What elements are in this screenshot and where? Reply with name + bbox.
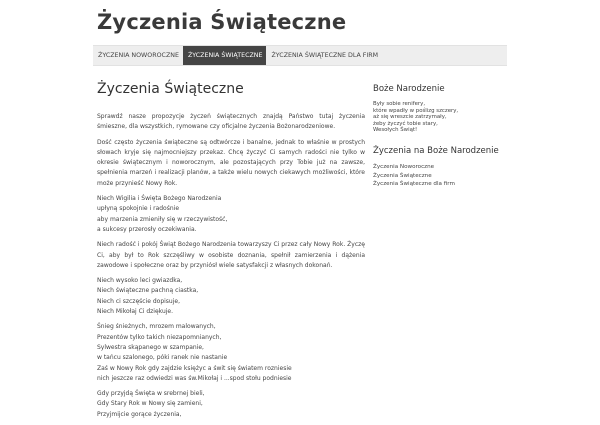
verse-line: a sukcesy przerosły oczekiwania. [97, 225, 197, 233]
verse-line: Niech ci szczęście dopisuje, [97, 297, 180, 305]
verse-line: Gdy Stary Rok w Nowy się zamieni, [97, 400, 203, 408]
page-title: Życzenia Świąteczne [97, 81, 244, 97]
widget-text-line: Były sobie renifery, [373, 101, 426, 107]
list-item [373, 172, 507, 181]
verse-line: Niech wysoko leci gwiazdka, [97, 277, 183, 285]
verse-line: Gdy przyjdą Święta w srebrnej bieli, [97, 390, 205, 398]
main-content [97, 80, 365, 425]
verse-line: Niech Mikołaj Ci dziękuje. [97, 308, 174, 316]
list-item [373, 180, 507, 189]
verse-line: Sylwestra skąpanego w szampanie, [97, 343, 204, 351]
verse-line: upłyną spokojnie i radośnie [97, 205, 180, 213]
widget-title: Boże Narodzenie [373, 84, 445, 94]
nav-item-swiateczne-dla-firm[interactable]: ŻYCZENIA ŚWIĄTECZNE DLA FIRM [271, 52, 379, 59]
verse [97, 276, 365, 317]
sidebar-link-noworoczne[interactable]: Życzenia Noworoczne [373, 163, 435, 170]
widget-text [373, 101, 507, 134]
verse-line: Śnieg śnieżnych, mrozem malowanych, [97, 323, 216, 331]
verse-line: nich jeszcze raz odwiedzi was św.Mikołaj i ...spod stołu podniesie [97, 374, 292, 382]
verse [97, 322, 365, 384]
site-title[interactable]: Życzenia Świąteczne [97, 10, 347, 34]
verse [97, 194, 365, 235]
verse-line: Przyjmijcie gorące życzenia, [97, 410, 182, 418]
widget-text-line: aż się wreszcie zatrzymały, [373, 114, 447, 121]
widget-text-line: Wesołych Świąt! [373, 127, 418, 134]
verse-line: aby marzenia zmieniły się w rzeczywistość, [97, 215, 228, 223]
list-item [373, 163, 507, 172]
content-paragraph: Dość często życzenia świąteczne są odtwórcze i banalne, jednak to właśnie w prostych słowach kryje się najmocniejszy przekaz. Chcę życzyć Ci samych radości nie tylko w okresie świątecznym i noworocznym, ale pozostających przy Tobie już na zawsze, spełnienia marzeń i realizacji planów, a także wielu nowych ciekawych możliwości, które może przynieść Nowy Rok. [97, 138, 365, 187]
verse-line: Zaś w Nowy Rok gdy zajdzie księżyc a świt się światem rozniesie [97, 364, 292, 372]
verse-line: Niech Wigilia i Święta Bożego Narodzenia [97, 195, 222, 203]
verse-line: Niech świąteczne pachną ciastka, [97, 287, 199, 295]
main-nav [93, 45, 507, 66]
intro-paragraph: Sprawdź nasze propozycje życzeń świątecznych znajdą Państwo tutaj życzenia śmieszne, dla wszystkich, rymowane czy oficjalne życzenia Bożonarodzeniowe. [97, 113, 365, 131]
sidebar-link-swiateczne-dla-firm[interactable]: Życzenia Świąteczne dla firm [373, 181, 455, 188]
widget-title: Życzenia na Boże Narodzenie [373, 145, 499, 156]
nav-item-noworoczne[interactable]: ŻYCZENIA NOWOROCZNE [98, 52, 179, 59]
sidebar-link-swiateczne[interactable]: Życzenia Świąteczne [373, 172, 432, 179]
widget-text-line: żeby życzyć tobie stary, [373, 120, 438, 127]
verse-line: w tańcu szalonego, póki ranek nie nastanie [97, 354, 228, 362]
verse-line: Prezentów tylko takich niezapomnianych, [97, 333, 222, 341]
content-paragraph: Niech radość i pokój Świąt Bożego Narodzenia towarzyszy Ci przez cały Nowy Rok. Życzę Ci, aby był to Rok szczęśliwy w osobiste doznania, spełnił zamierzenia i dążenia zawodowe i społeczne oraz by przyniósł wiele satysfakcji z własnych dokonań. [97, 241, 365, 269]
nav-item-swiateczne[interactable]: ŻYCZENIA ŚWIĄTECZNE [183, 46, 267, 65]
widget-link-list [373, 163, 507, 189]
verse [97, 389, 365, 420]
widget-text-line: które wpadły w poślizg szczery, [373, 107, 459, 114]
sidebar [373, 84, 507, 189]
